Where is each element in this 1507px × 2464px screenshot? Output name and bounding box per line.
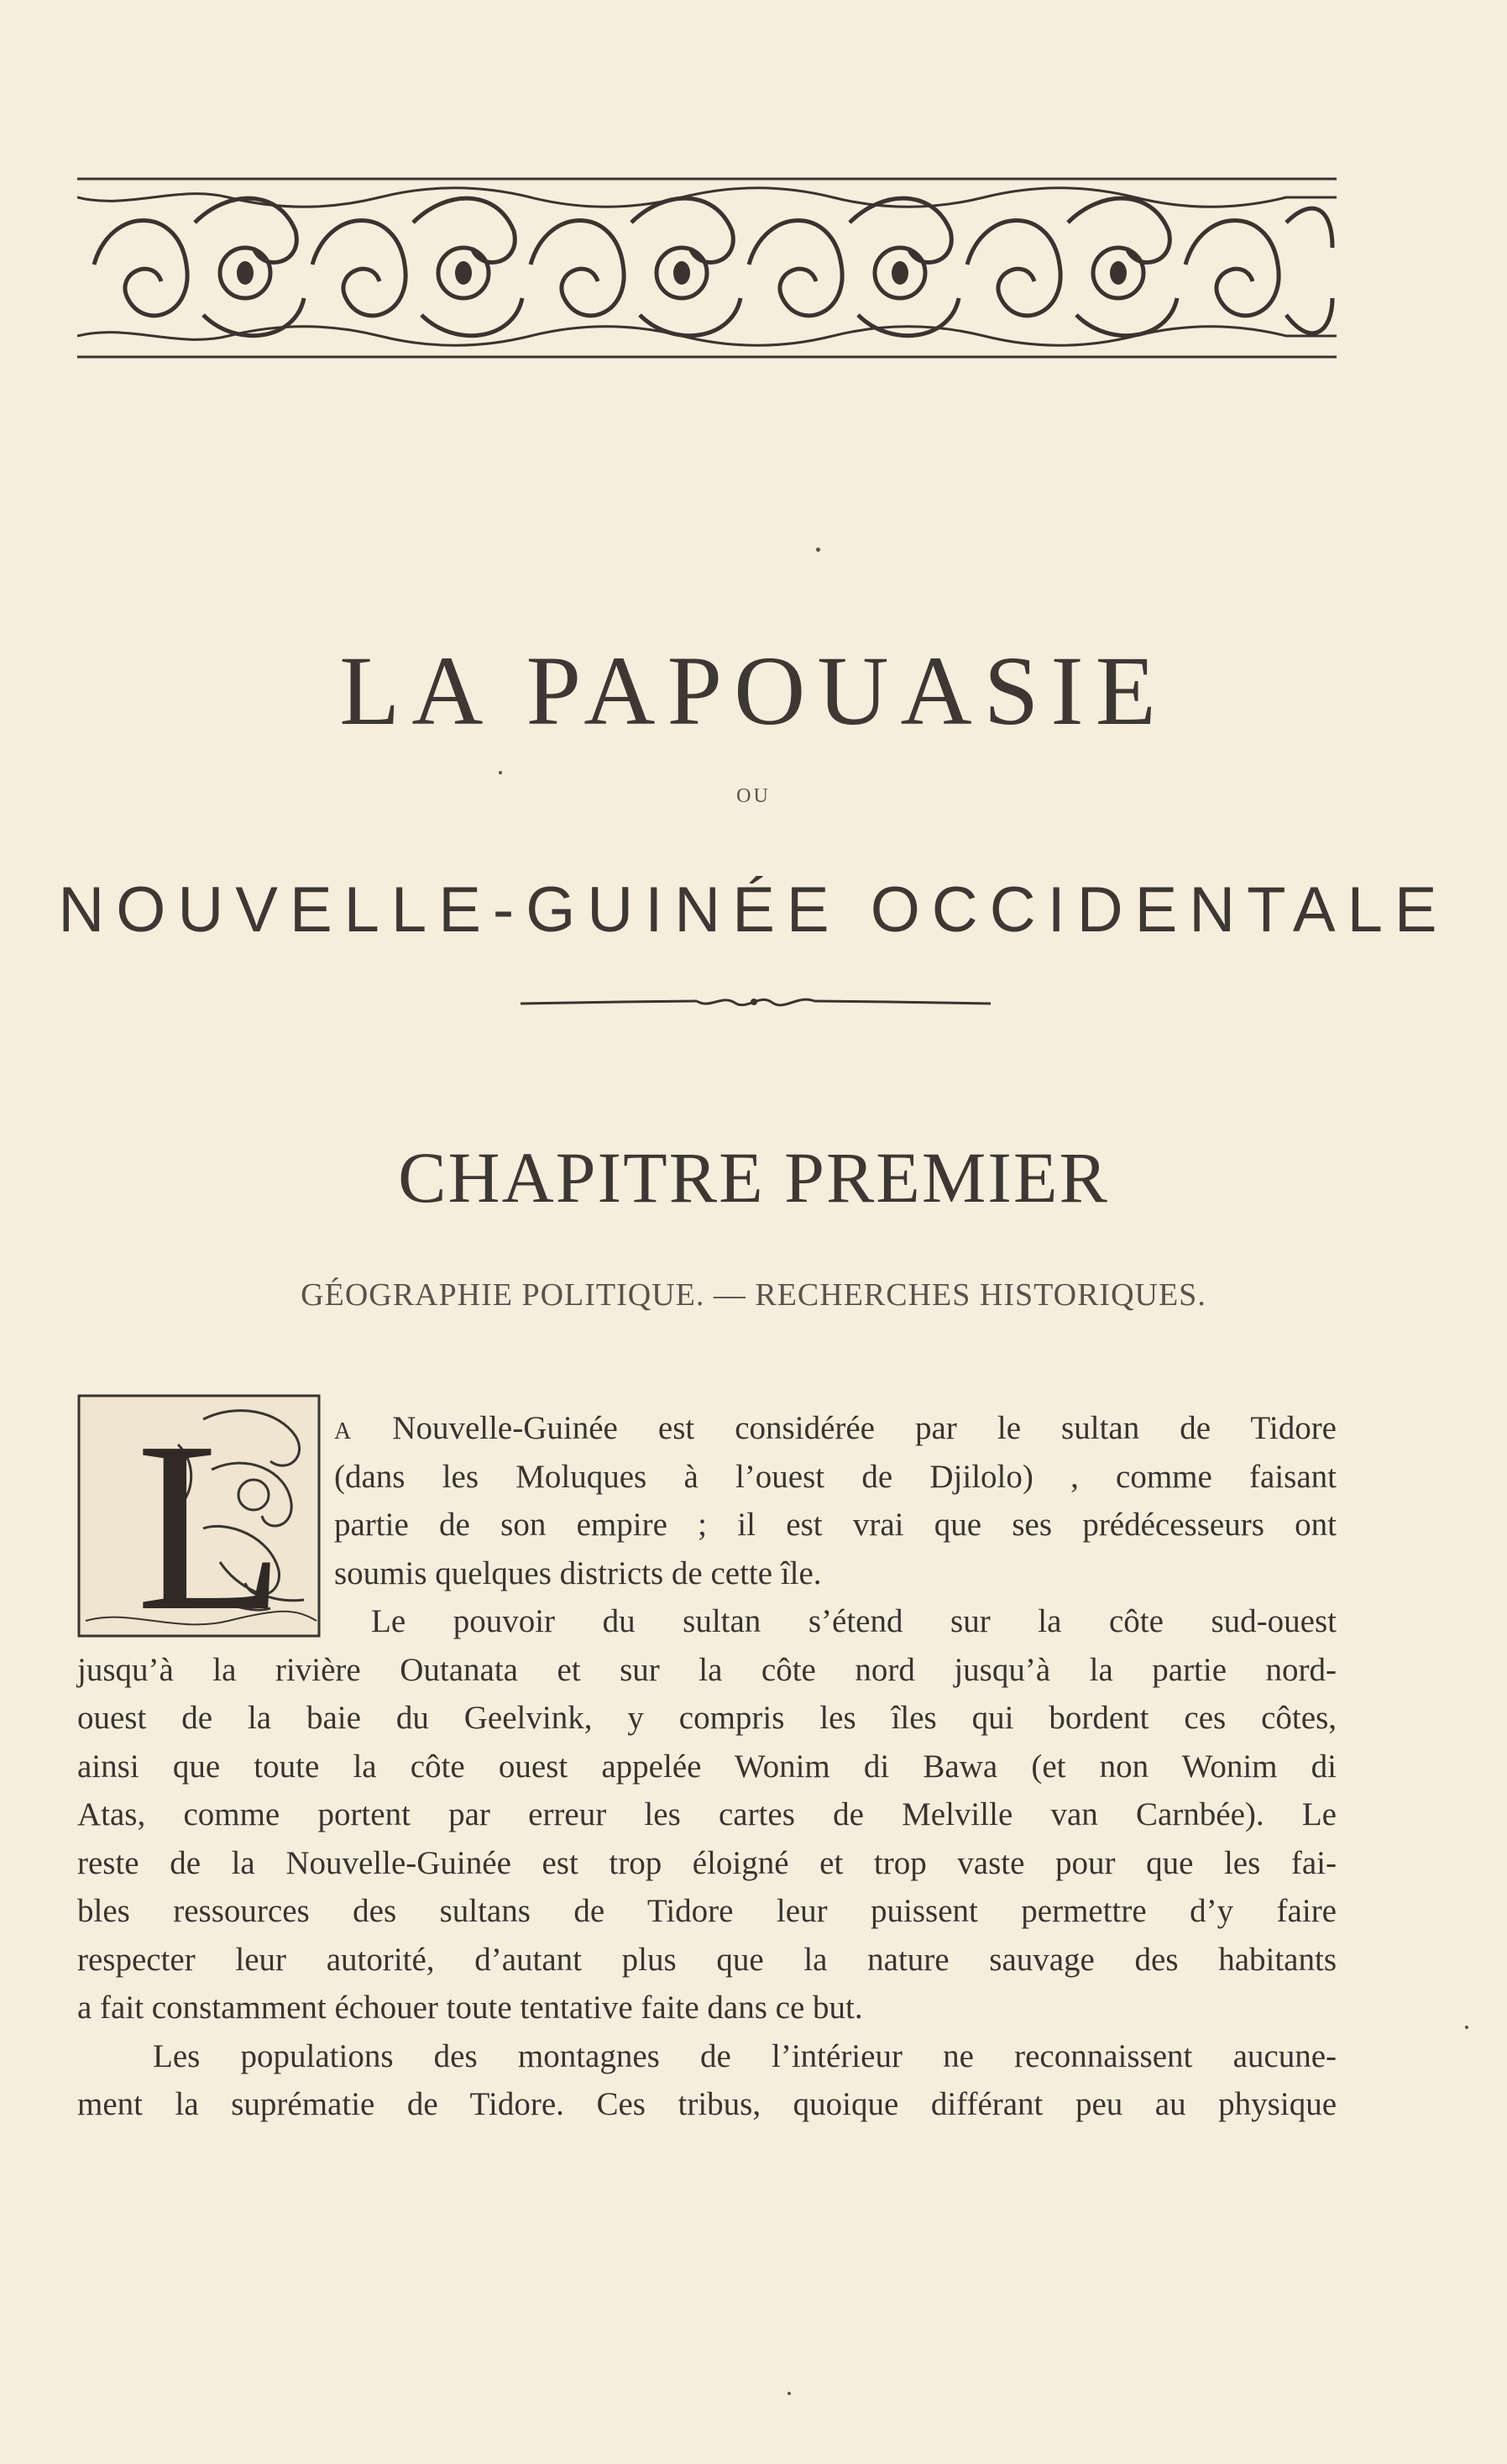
text-line: Atas, comme portent par erreur les cartes de Melville van Carnbée). Le (77, 1796, 1337, 1832)
text-line: reste de la Nouvelle-Guinée est trop éloigné et trop vaste pour que les fai- (77, 1844, 1337, 1881)
text-line: Les populations des montagnes de l’intérieur ne reconnaissent aucune- (153, 2037, 1337, 2074)
text-line: soumis quelques districts de cette île. (334, 1554, 822, 1591)
text-line: ouest de la baie du Geelvink, y compris les îles qui bordent ces côtes, (77, 1700, 1337, 1736)
ink-speck (499, 771, 502, 774)
text-line: bles ressources des sultans de Tidore leur puissent permettre d’y faire (77, 1893, 1337, 1929)
ink-speck (1465, 2026, 1468, 2029)
title-connector: OU (736, 785, 771, 807)
ornamental-headpiece (77, 172, 1337, 364)
lead-letter: A (334, 1418, 353, 1444)
text-line: A Nouvelle-Guinée est considérée par le sultan de Tidore (334, 1410, 1337, 1446)
chapter-heading: CHAPITRE PREMIER (398, 1137, 1109, 1218)
text-line: (dans les Moluques à l’ouest de Djilolo) , comme faisant (334, 1458, 1337, 1495)
text-line: Le pouvoir du sultan s’étend sur la côte sud-ouest (371, 1603, 1337, 1639)
ornamental-rule (521, 991, 991, 1016)
ink-speck (816, 548, 820, 552)
drop-cap-letter: L (136, 1394, 285, 1638)
text-line: partie de son empire ; il est vrai que ses prédécesseurs ont (334, 1507, 1337, 1543)
book-subtitle: NOUVELLE-GUINÉE OCCIDENTALE (58, 874, 1449, 946)
text-line: ment la suprématie de Tidore. Ces tribus, quoique différant peu au physique (77, 2086, 1337, 2122)
ink-speck (788, 2392, 791, 2395)
text-line: jusqu’à la rivière Outanata et sur la côte nord jusqu’à la partie nord- (77, 1651, 1337, 1688)
text-line: ainsi que toute la côte ouest appelée Wonim di Bawa (et non Wonim di (77, 1748, 1337, 1785)
body-text (77, 1404, 1337, 2129)
text-line: respecter leur autorité, d’autant plus que la nature sauvage des habitants (77, 1941, 1337, 1978)
book-title: LA PAPOUASIE (339, 636, 1168, 746)
text-line: a fait constamment échouer toute tentative faite dans ce but. (77, 1990, 863, 2026)
chapter-subheading: GÉOGRAPHIE POLITIQUE. — RECHERCHES HISTORIQUES. (301, 1277, 1206, 1313)
